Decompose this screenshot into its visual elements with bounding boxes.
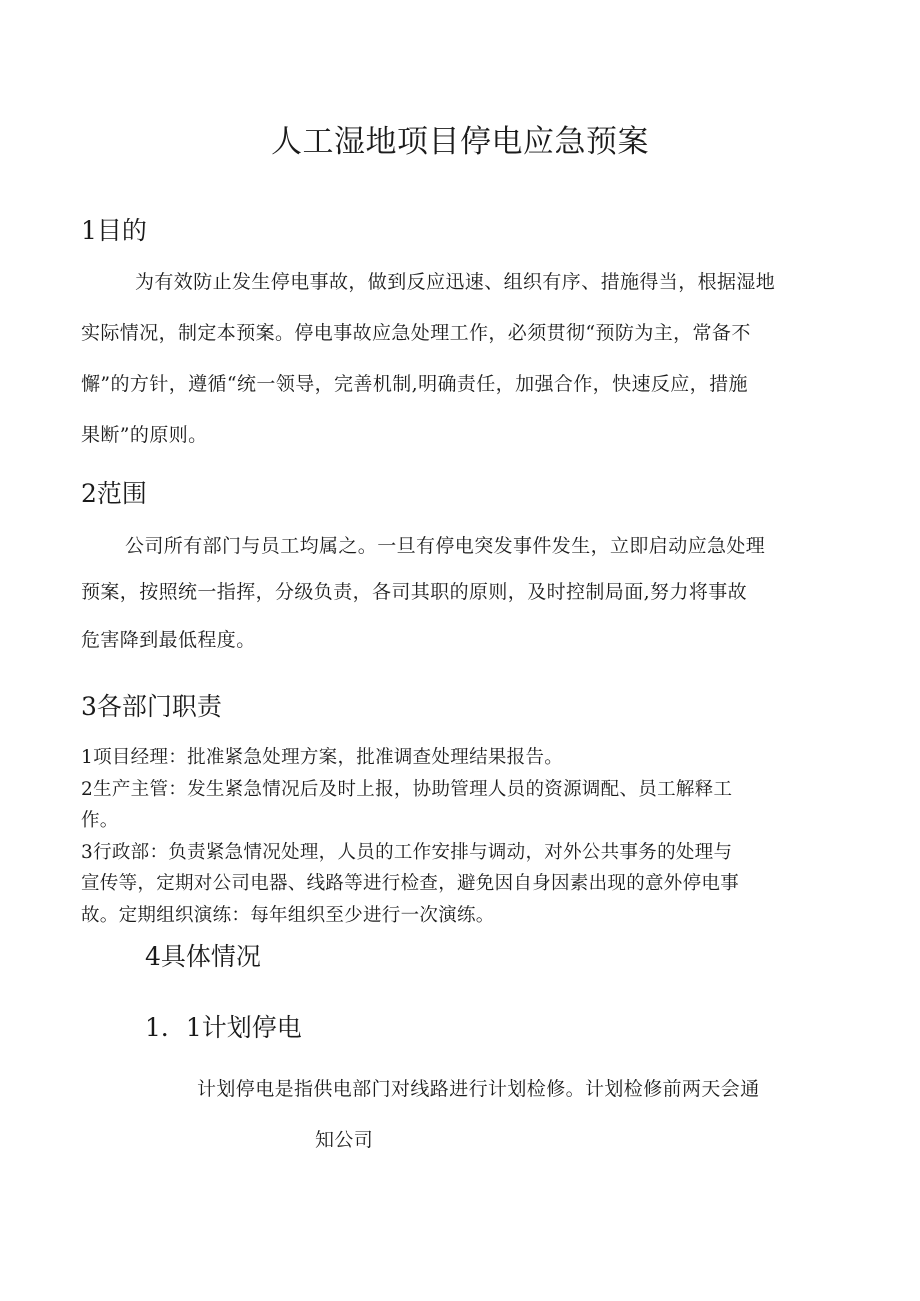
subsection-body-planned-outage xyxy=(197,1064,760,1166)
paragraph-line: 实际情况，制定本预案。停电事故应急处理工作，必须贯彻“预防为主，常备不 xyxy=(81,322,751,344)
paragraph-line: 知公司 xyxy=(315,1129,374,1151)
duty-item: 3行政部：负责紧急情况处理，人员的工作安排与调动，对外公共事务的处理与 xyxy=(81,841,733,863)
duty-item-continued: 作。 xyxy=(81,810,119,831)
section-body-duties xyxy=(81,742,739,931)
paragraph-line: 危害降到最低程度。 xyxy=(81,629,256,651)
section-heading-duties: 3各部门职责 xyxy=(81,692,222,721)
paragraph-line: 计划停电是指供电部门对线路进行计划检修。计划检修前两天会通 xyxy=(197,1078,760,1100)
paragraph-line: 懈”的方针，遵循“统一领导，完善机制,明确责任，加强合作，快速反应，措施 xyxy=(81,373,748,395)
paragraph-line: 果断”的原则。 xyxy=(81,424,208,446)
section-body-scope xyxy=(81,525,765,662)
paragraph-line: 为有效防止发生停电事故，做到反应迅速、组织有序、措施得当，根据湿地 xyxy=(135,271,776,293)
section-heading-scope: 2范围 xyxy=(81,479,147,508)
section-body-purpose xyxy=(81,257,775,461)
section-heading-purpose: 1目的 xyxy=(81,216,147,245)
duty-item: 2生产主管：发生紧急情况后及时上报，协助管理人员的资源调配、员工解释工 xyxy=(81,778,733,800)
document-title: 人工湿地项目停电应急预案 xyxy=(271,124,649,160)
subsection-heading-planned-outage: 1．1计划停电 xyxy=(145,1013,302,1042)
paragraph-line: 公司所有部门与员工均属之。一旦有停电突发事件发生，立即启动应急处理 xyxy=(125,535,766,557)
duty-item: 1项目经理：批准紧急处理方案，批准调查处理结果报告。 xyxy=(81,747,564,768)
duty-item-continued: 故。定期组织演练：每年组织至少进行一次演练。 xyxy=(81,904,495,926)
paragraph-line: 预案，按照统一指挥，分级负责，各司其职的原则，及时控制局面,努力将事故 xyxy=(81,581,748,603)
section-heading-details: 4具体情况 xyxy=(145,942,261,971)
duty-item-continued: 宣传等，定期对公司电器、线路等进行检查，避免因自身因素出现的意外停电事 xyxy=(81,873,740,894)
